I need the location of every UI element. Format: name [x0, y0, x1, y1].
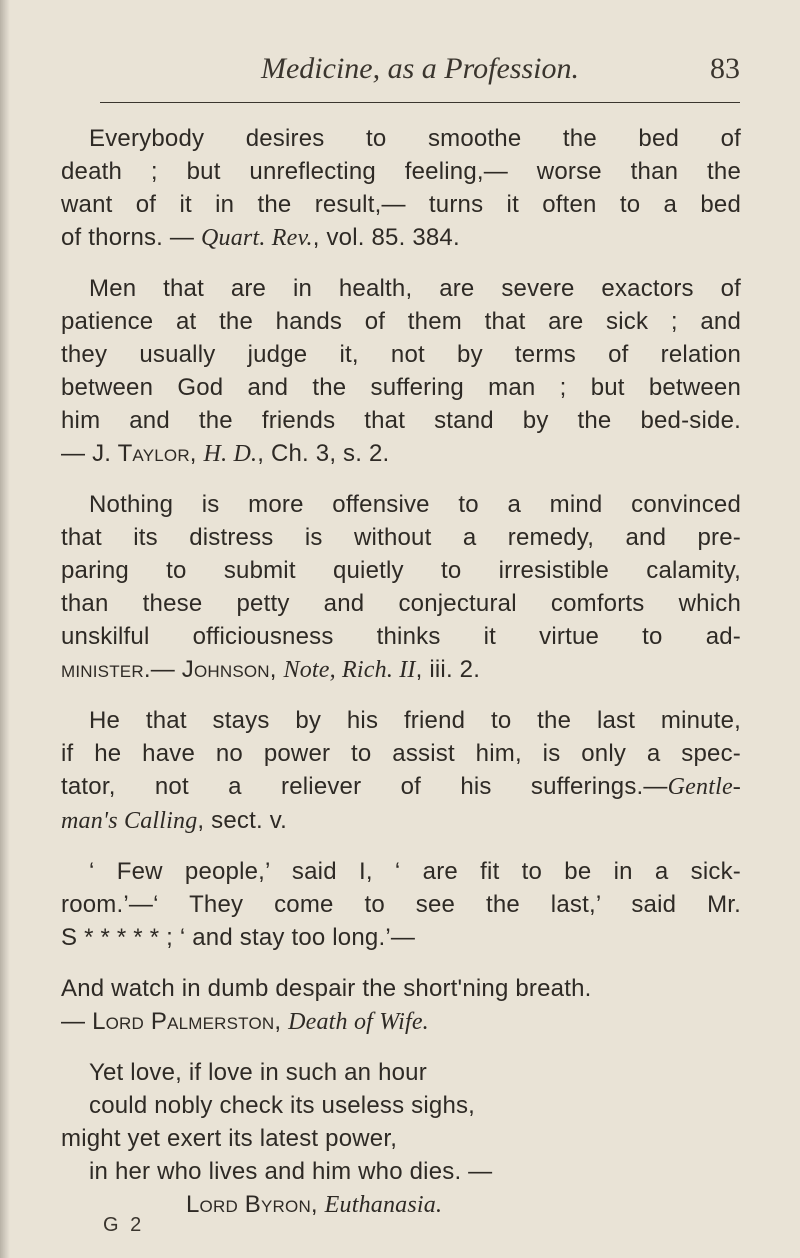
- citation-line: [61, 653, 741, 687]
- text-fragment: tator, not a reliever of his sufferings.—: [61, 773, 668, 800]
- text-line: patience at the hands of them that are sick ; and: [61, 308, 741, 335]
- citation-source: Death of Wife.: [288, 1009, 429, 1035]
- citation-source: man's Calling: [61, 808, 198, 834]
- quote-paragraph: [61, 272, 741, 471]
- text-line: He that stays by his friend to the last minute,: [89, 707, 741, 734]
- text-line: Everybody desires to smoothe the bed of: [89, 125, 741, 152]
- text-line: paring to submit quietly to irresistible calamity,: [61, 557, 741, 584]
- text-line: room.’—‘ They come to see the last,’ said Mr.: [61, 891, 741, 918]
- citation-line: [61, 437, 741, 471]
- verse-line: might yet exert its latest power,: [61, 1125, 398, 1152]
- text-line: ‘ Few people,’ said I, ‘ are fit to be in a sick-: [89, 858, 741, 885]
- text-line: death ; but unreflecting feeling,— worse than the: [61, 158, 741, 185]
- signature-mark: G 2: [103, 1214, 145, 1236]
- quote-paragraph: [61, 122, 741, 255]
- citation-prefix: — Lord Palmerston,: [61, 1008, 289, 1035]
- verse-line: in her who lives and him who dies. —: [89, 1158, 493, 1185]
- citation-line: [61, 804, 741, 838]
- verse-line: could nobly check its useless sighs,: [89, 1092, 476, 1119]
- citation-source: H. D.: [203, 441, 258, 467]
- quote-paragraph: [61, 704, 741, 838]
- attribution-source: Euthanasia.: [324, 1192, 443, 1218]
- citation-line: [61, 1005, 741, 1039]
- citation-suffix: , iii. 2.: [415, 656, 481, 683]
- quote-paragraph: [61, 488, 741, 687]
- text-line: if he have no power to assist him, is only a spec-: [61, 740, 741, 767]
- running-title: Medicine, as a Profession.: [260, 52, 579, 85]
- page-body: [61, 122, 741, 1222]
- page-binding-edge: [0, 0, 10, 1258]
- verse-stanza: [61, 1056, 741, 1222]
- text-line: him and the friends that stand by the bed-side.: [61, 407, 741, 434]
- page-header: [100, 52, 740, 92]
- attribution-author: Lord Byron,: [186, 1191, 325, 1218]
- text-fragment: S * * * * * ; ‘ and stay too long.’—: [61, 924, 416, 951]
- text-line: Men that are in health, are severe exactors of: [89, 275, 741, 302]
- quote-paragraph: [61, 855, 741, 955]
- citation-suffix: , Ch. 3, s. 2.: [257, 440, 390, 467]
- citation-source: Quart. Rev.: [201, 225, 313, 251]
- quote-paragraph: [61, 972, 741, 1039]
- citation-source-start: Gentle-: [667, 774, 741, 800]
- text-line: Nothing is more offensive to a mind convinced: [89, 491, 741, 518]
- text-line: want of it in the result,— turns it often to a bed: [61, 191, 741, 218]
- citation-prefix: minister.— Johnson,: [61, 656, 284, 683]
- verse-attribution: [61, 1188, 741, 1222]
- verse-line: Yet love, if love in such an hour: [89, 1059, 427, 1086]
- text-line: than these petty and conjectural comforts which: [61, 590, 741, 617]
- citation-line: [61, 221, 741, 255]
- page-number: 83: [710, 52, 740, 85]
- citation-prefix: — J. Taylor,: [61, 440, 204, 467]
- citation-suffix: , vol. 85. 384.: [312, 224, 460, 251]
- citation-prefix: of thorns. —: [61, 224, 201, 251]
- text-line: [61, 921, 741, 955]
- text-line: And watch in dumb despair the short'ning breath.: [61, 975, 592, 1002]
- text-line: that its distress is without a remedy, and pre-: [61, 524, 741, 551]
- citation-suffix: , sect. v.: [197, 807, 287, 834]
- text-line: they usually judge it, not by terms of relation: [61, 341, 741, 368]
- citation-source: Note, Rich. II: [283, 657, 416, 683]
- header-rule: [100, 102, 740, 103]
- text-line: [61, 770, 741, 804]
- text-line: between God and the suffering man ; but between: [61, 374, 741, 401]
- text-line: unskilful officiousness thinks it virtue to ad-: [61, 623, 741, 650]
